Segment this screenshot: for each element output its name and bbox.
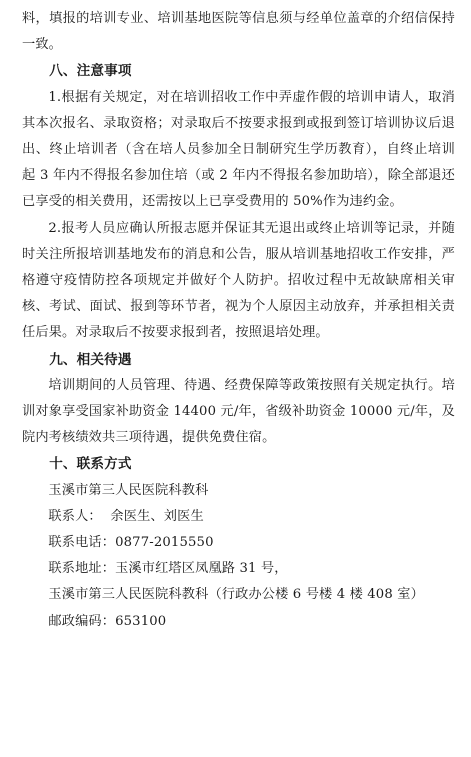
contact-postcode: 邮政编码：653100 (48, 613, 167, 629)
section-heading-benefits: 九、相关待遇 (49, 351, 132, 368)
contact-address-line1: 联系地址：玉溪市红塔区凤凰路 31 号， (48, 561, 288, 577)
contact-address-line2: 玉溪市第三人民医院科教科（行政办公楼 6 号楼 4 楼 408 室） (48, 587, 424, 603)
contact-organization: 玉溪市第三人民医院科教科 (48, 482, 209, 498)
section-heading-contact: 十、联系方式 (49, 456, 132, 473)
notes-paragraph-1: 1.根据有关规定，对在培训招收工作中弄虚作假的培训申请人，取消其本次报名、录取资格；对录取后不按要求报到或报到签订培训协议后退出、终止培训者（含在培人员参加全日制研究生学历教育），自终止培训起 3 年内不得报名参加住培（或 2 年内不得报名参加助培），除全部退还已享受的相关费用，还需按以上已享受费用的 50%作为违约金。 (22, 89, 455, 210)
notes-paragraph-2: 2.报考人员应确认所报志愿并保证其无退出或终止培训等记录，并随时关注所报培训基地发布的消息和公告，服从培训基地招收工作安排，严格遵守疫情防控各项规定并做好个人防护。招收过程中无故缺席相关审核、考试、面试、报到等环节者，视为个人原因主动放弃，并承担相关责任后果。对录取后不按要求报到者，按照退培处理。 (22, 220, 455, 341)
contact-phone: 联系电话：0877-2015550 (48, 535, 214, 551)
intro-continuation: 料，填报的培训专业、培训基地医院等信息须与经单位盖章的介绍信保持一致。 (22, 11, 455, 53)
benefits-paragraph: 培训期间的人员管理、待遇、经费保障等政策按照有关规定执行。培训对象享受国家补助资金 14400 元/年，省级补助资金 10000 元/年，及院内考核绩效共三项待遇，提供免费住宿。 (22, 377, 455, 446)
contact-person: 联系人： 余医生、刘医生 (48, 508, 204, 524)
section-heading-notes: 八、注意事项 (49, 63, 132, 80)
